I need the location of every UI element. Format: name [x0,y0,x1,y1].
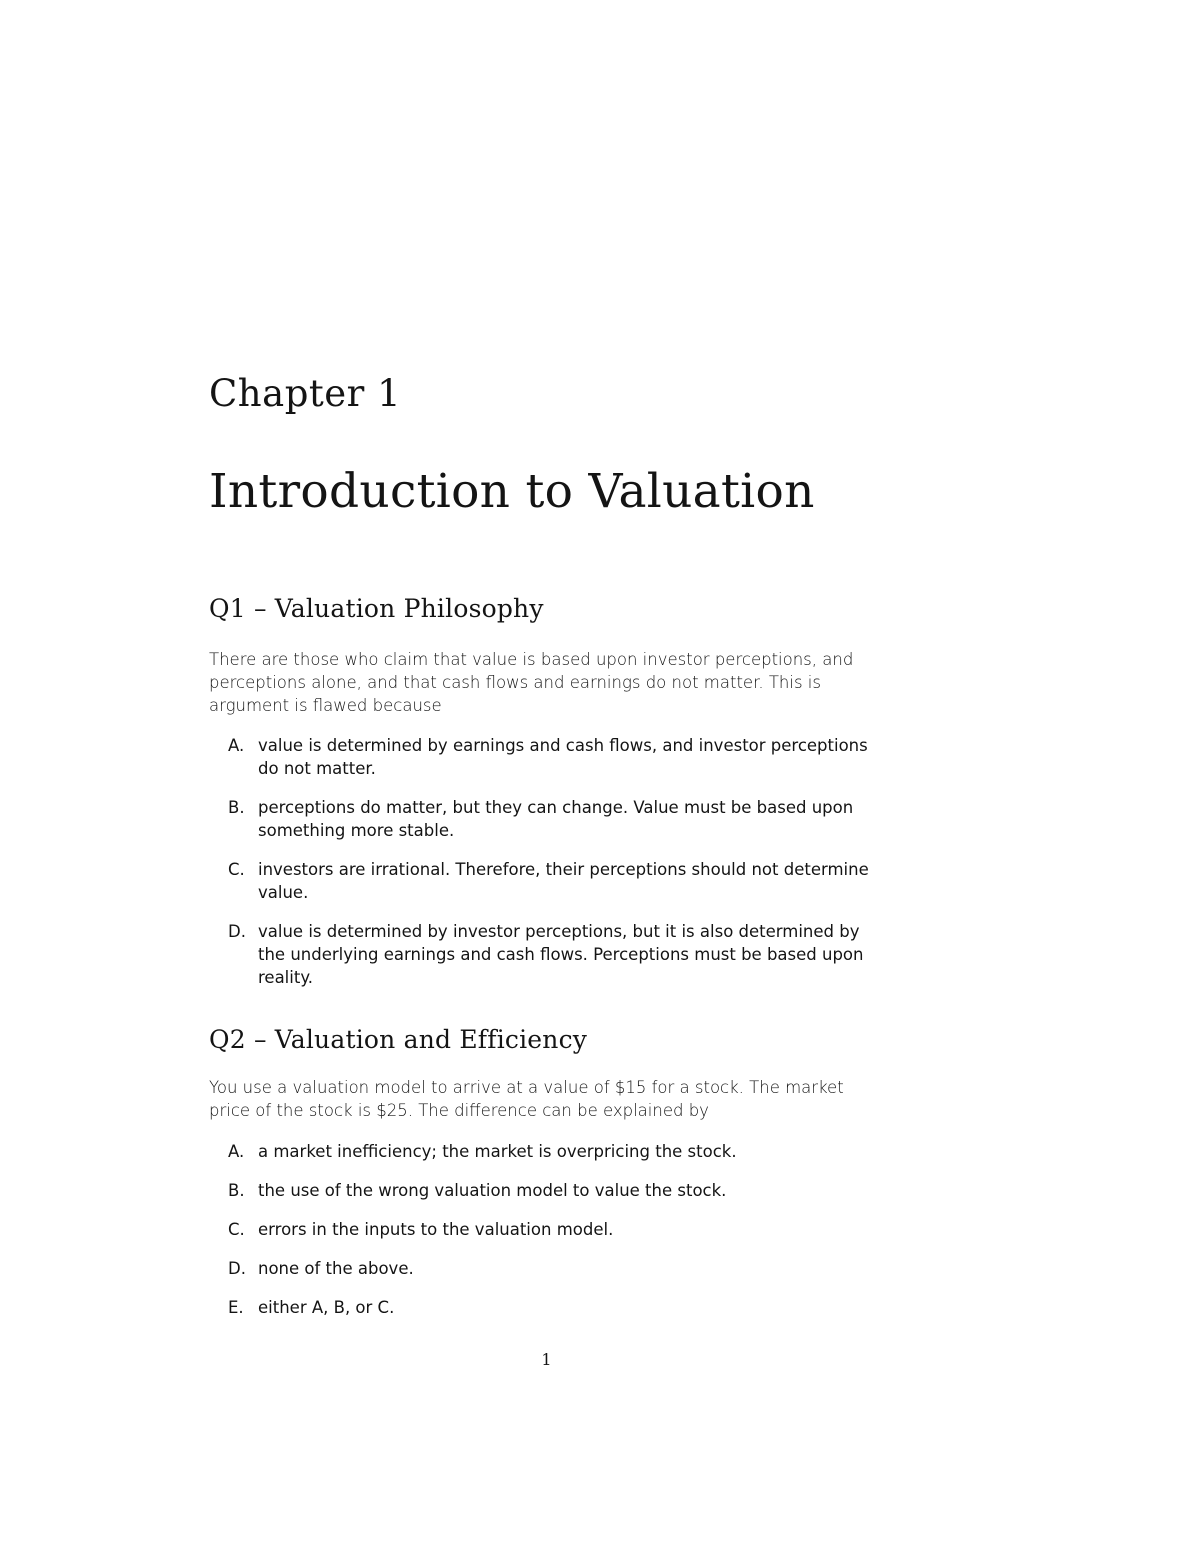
q1-heading: Q1 – Valuation Philosophy [209,594,544,623]
q1-question-text: There are those who claim that value is based upon investor perceptions, and perceptions alone, and that cash flows and earnings do not matter. This is argument is flawed because [209,650,854,715]
option-letter: D. [228,922,246,941]
option-text: errors in the inputs to the valuation model. [258,1220,614,1239]
q2-option-c [228,1218,888,1241]
option-letter: B. [228,798,245,817]
q2-option-e [228,1296,888,1319]
option-letter: E. [228,1298,244,1317]
option-letter: C. [228,860,245,879]
q1-option-d [228,920,888,989]
option-text: a market inefficiency; the market is overpricing the stock. [258,1142,737,1161]
option-text: investors are irrational. Therefore, their perceptions should not determine value. [258,860,869,902]
q2-options-list [228,1140,888,1335]
option-text: the use of the wrong valuation model to value the stock. [258,1181,727,1200]
option-text: none of the above. [258,1259,414,1278]
chapter-title: Introduction to Valuation [209,464,815,519]
page-number: 1 [541,1350,552,1369]
q1-options-list [228,734,888,1005]
q2-option-d [228,1257,888,1280]
q1-option-b [228,796,888,842]
option-text: value is determined by investor perceptions, but it is also determined by the underlying earnings and cash flows. Perceptions must be based upon reality. [258,922,864,987]
option-text: perceptions do matter, but they can change. Value must be based upon something more stable. [258,798,854,840]
chapter-label: Chapter 1 [209,372,402,415]
option-letter: B. [228,1181,245,1200]
option-text: either A, B, or C. [258,1298,395,1317]
option-text: value is determined by earnings and cash flows, and investor perceptions do not matter. [258,736,868,778]
q2-question-text: You use a valuation model to arrive at a value of $15 for a stock. The market price of the stock is $25. The difference can be explained by [209,1078,844,1120]
q2-option-b [228,1179,888,1202]
option-letter: C. [228,1220,245,1239]
q2-heading: Q2 – Valuation and Efficiency [209,1025,588,1054]
option-letter: A. [228,1142,245,1161]
option-letter: D. [228,1259,246,1278]
q2-option-a [228,1140,888,1163]
option-letter: A. [228,736,245,755]
q1-option-c [228,858,888,904]
q1-option-a [228,734,888,780]
